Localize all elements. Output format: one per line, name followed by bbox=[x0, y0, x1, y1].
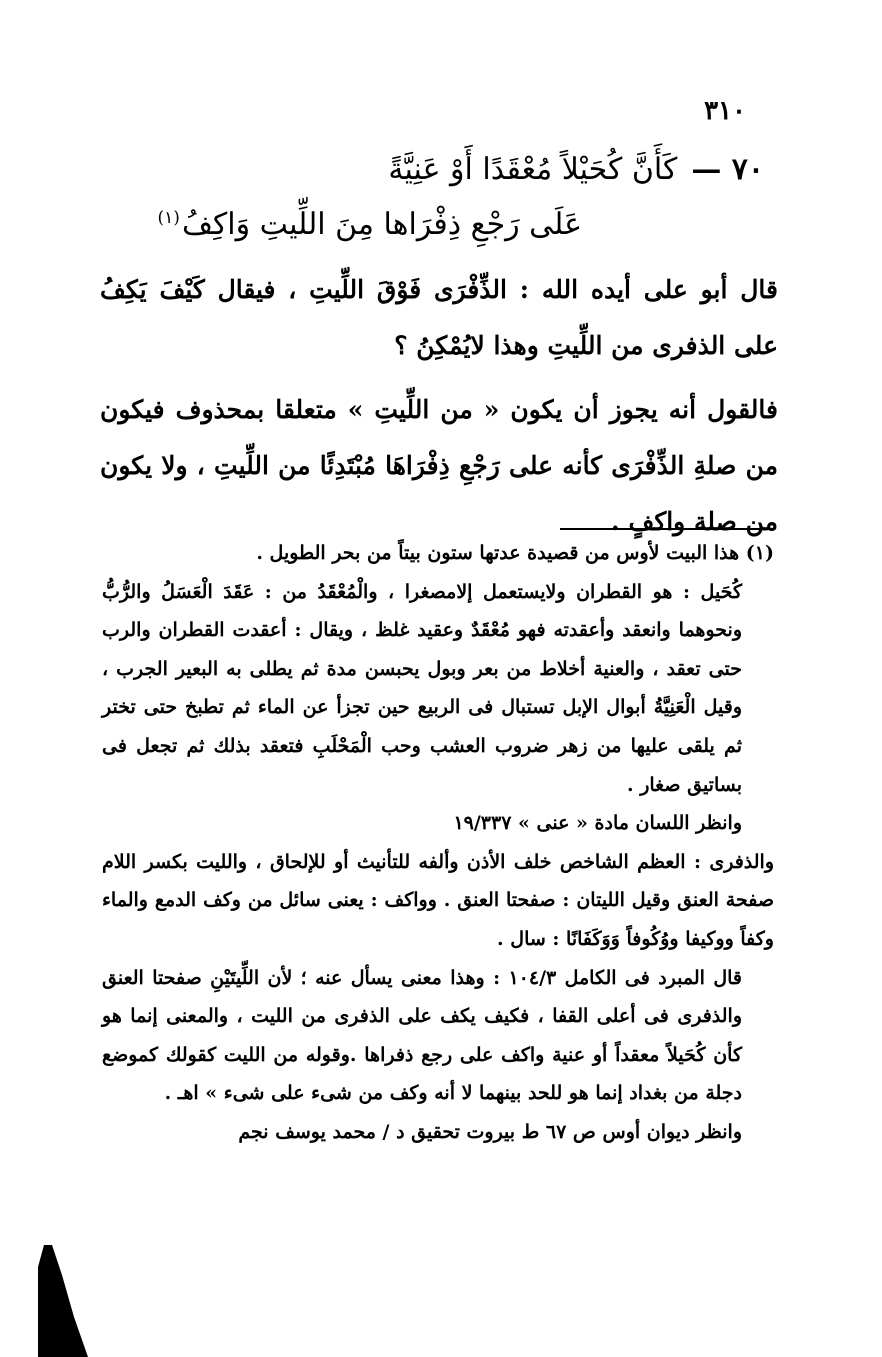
footnote-separator bbox=[560, 528, 772, 530]
commentary-block bbox=[100, 262, 778, 550]
footnote-paragraph: وانظر اللسان مادة « عنى » ١٩/٣٣٧ bbox=[453, 812, 742, 835]
footnote-paragraph: وانظر ديوان أوس ص ٦٧ ط بيروت تحقيق د / محمد يوسف نجم bbox=[238, 1120, 742, 1143]
footnote-paragraph: قال المبرد فى الكامل ١٠٤/٣ : وهذا معنى يسأل عنه ؛ لأن اللِّيتَيْنِ صفحتا العنق والذفرى فى أعلى القفا ، فكيف يكف على الذفرى من الليت ، والمعنى إنما هو كأن كُحَيلاً معقداً أو عنية واكف على رجع ذفراها .وقوله من الليت كقولك كموضع دجلة من بغداد إنما هو للحد بينهما لا أنه وكف من شىء على شىء » اهـ . bbox=[102, 966, 742, 1105]
verse-number: ٧٠ — bbox=[691, 152, 764, 187]
verse-second-hemistich bbox=[158, 198, 582, 245]
verse-text-second: عَلَى رَجْعِ ذِفْرَاها مِنَ اللِّيتِ وَاكِفُ bbox=[181, 207, 582, 242]
footnote-paragraph: والذفرى : العظم الشاخص خلف الأذن وألفه للتأنيث أو للإلحاق ، والليت بكسر اللام صفحة العنق وقيل الليتان : صفحتا العنق . وواكف : يعنى سائل من وكف الدمع والماء وكفاً ووكيفا ووُكُوفاً وَوَكَفَانًا : سال . bbox=[102, 850, 774, 950]
commentary-paragraph: قال أبو على أيده الله : الذِّفْرَى فَوْقَ اللِّيتِ ، فيقال كَيْفَ يَكِفُ على الذفرى من اللِّيتِ وهذا لايُمْكِنُ ؟ bbox=[100, 275, 778, 360]
footnote-paragraph: (١) هذا البيت لأوس من قصيدة عدتها ستون بيتاً من بحر الطويل . bbox=[256, 542, 774, 564]
page-number: ٣١٠ bbox=[704, 96, 746, 126]
verse-first-hemistich bbox=[388, 150, 764, 190]
commentary-paragraph: فالقول أنه يجوز أن يكون « من اللِّيتِ » متعلقا بمحذوف فيكون من صلةِ الذِّفْرَى كأنه على رَجْعِ ذِفْرَاهَا مُبْتَدِئًا من اللِّيتِ ، ولا يكون من صلة واكفٍ . bbox=[100, 395, 778, 536]
scan-corner-shadow bbox=[38, 1245, 88, 1357]
verse-text-first: كَأَنَّ كُحَيْلاً مُعْقَدًا أَوْ عَنِيَّةً bbox=[388, 152, 678, 187]
footnote-marker: (١) bbox=[157, 208, 180, 228]
footnotes-block bbox=[102, 534, 774, 1152]
footnote-paragraph: كُحَيل : هو القطران ولايستعمل إلامصغرا ، والْمُعْقَدُ من : عَقَدَ الْعَسَلُ والرُّبُّ ونحوهما وانعقد وأعقدته فهو مُعْقَدٌ وعقيد غلظ ، ويقال : أعقدت القطران والرب حتى تعقد ، والعنية أخلاط من بعر وبول يحبسن مدة ثم يطلى به البعير الجرب ، وقيل الْعَنِيَّةُ أبوال الإبل تستبال فى الربيع حين تجزأ عن الماء ثم تطبخ حتى تختر ثم يلقى عليها من زهر ضروب العشب وحب الْمَحْلَبِ فتعقد بذلك ثم تجعل فى بساتيق صغار . bbox=[102, 580, 742, 796]
